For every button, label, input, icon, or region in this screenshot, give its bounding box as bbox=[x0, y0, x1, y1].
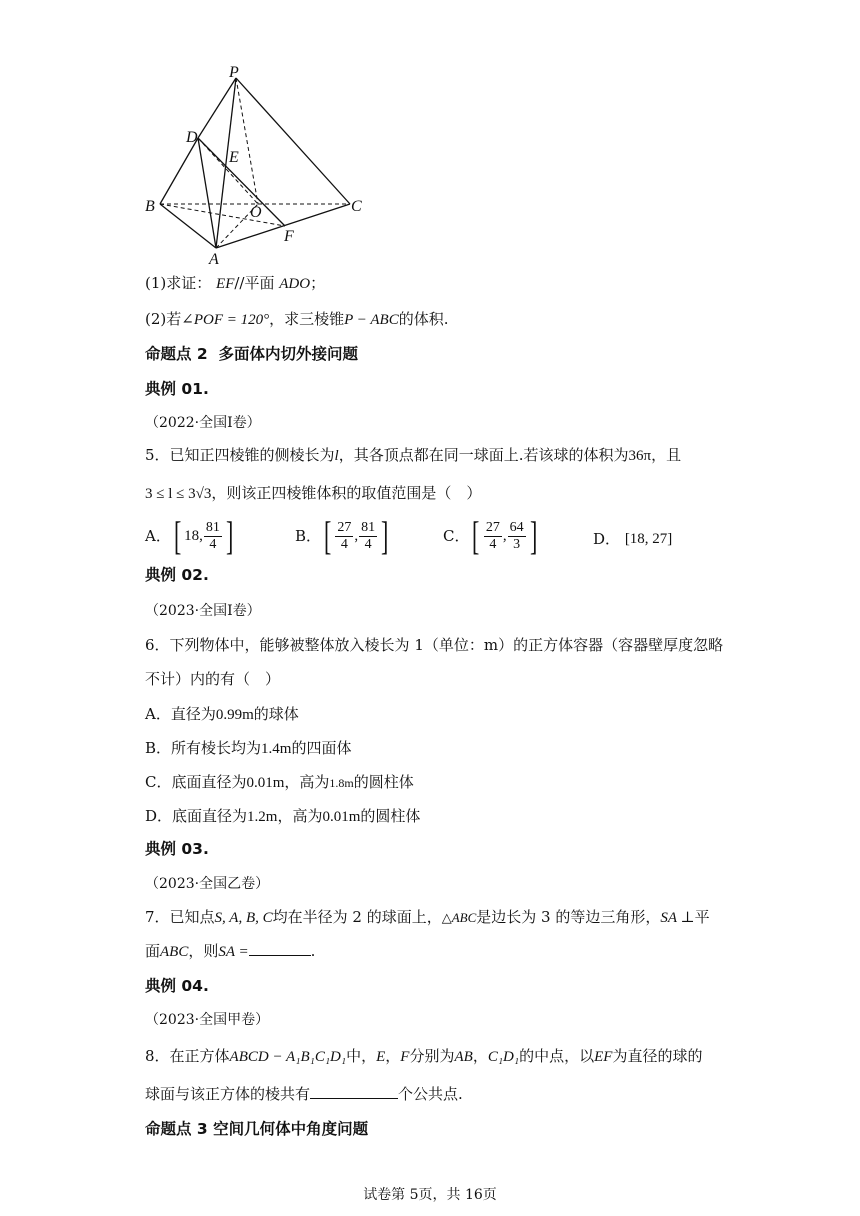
example-01-heading: 典例 01. bbox=[145, 380, 209, 398]
fraction: $\frac{64}{3}$ bbox=[509, 519, 524, 552]
q8-line1: 8．在正方体ABCD − A₁B₁C₁D₁中，E，F分别为AB，C₁D₁的中点，以EF为直径的球的 bbox=[145, 1047, 703, 1065]
fraction: $\frac{27}{4}$ bbox=[337, 519, 352, 552]
example-02-heading: 典例 02. bbox=[145, 566, 209, 584]
answer-blank[interactable] bbox=[310, 1084, 398, 1099]
q4-part2: (2)若∠POF = 120°，求三棱锥P − ABC的体积. bbox=[145, 310, 449, 328]
q5-option-b[interactable]: B． [ $\frac{27}{4}$ , $\frac{81}{4}$ ] bbox=[295, 513, 389, 558]
label-E: E bbox=[229, 149, 239, 166]
edge-AC bbox=[216, 204, 350, 248]
label-P: P bbox=[229, 64, 239, 81]
fraction: $\frac{27}{4}$ bbox=[485, 519, 500, 552]
q5-option-c[interactable]: C． [ $\frac{27}{4}$ , $\frac{64}{3}$ ] bbox=[443, 513, 537, 558]
edge-DB bbox=[160, 138, 198, 204]
q5-options bbox=[145, 513, 745, 562]
label-B: B bbox=[145, 198, 155, 215]
example-01-source: （2022·全国Ⅰ卷） bbox=[145, 415, 261, 431]
example-04-source: （2023·全国甲卷） bbox=[145, 1012, 270, 1028]
q6-option-c[interactable]: C．底面直径为0.01m，高为1.8m的圆柱体 bbox=[145, 773, 414, 791]
edge-PO-hidden bbox=[236, 78, 258, 204]
edge-PC bbox=[236, 78, 350, 204]
q6-line1: 6．下列物体中，能够被整体放入棱长为 1（单位：m）的正方体容器（容器壁厚度忽略 bbox=[145, 636, 724, 654]
q6-option-b[interactable]: B．所有棱长均为1.4m的四面体 bbox=[145, 739, 352, 757]
pyramid-figure bbox=[0, 0, 860, 270]
label-D: D bbox=[186, 129, 198, 146]
example-03-source: （2023·全国乙卷） bbox=[145, 876, 270, 892]
q6-line2: 不计）内的有（ ） bbox=[145, 670, 281, 688]
example-02-source: （2023·全国Ⅰ卷） bbox=[145, 603, 261, 619]
q6-option-d[interactable]: D．底面直径为1.2m，高为0.01m的圆柱体 bbox=[145, 807, 421, 825]
q8-line2: 球面与该正方体的棱共有 个公共点. bbox=[145, 1085, 463, 1103]
fraction: $\frac{81}{4}$ bbox=[361, 519, 376, 552]
q5-option-d[interactable]: D． [18, 27] bbox=[593, 530, 673, 548]
section-2-heading: 命题点 2 多面体内切外接问题 bbox=[145, 345, 358, 363]
example-03-heading: 典例 03. bbox=[145, 840, 209, 858]
q7-line1: 7．已知点S, A, B, C均在半径为 2 的球面上，△ABC是边长为 3 的等边三角形，SA ⊥平 bbox=[145, 908, 710, 926]
label-O: O bbox=[250, 204, 262, 221]
q7-line2: 面ABC，则SA = . bbox=[145, 942, 316, 960]
q5-line2: 3 ≤ l ≤ 3√3，则该正四棱锥体积的取值范围是（ ） bbox=[145, 484, 482, 502]
q5-option-a[interactable]: A． [ 18 , $\frac{81}{4}$ ] bbox=[145, 513, 234, 558]
example-04-heading: 典例 04. bbox=[145, 977, 209, 995]
q4-part1: (1)求证： EF//平面 ADO； bbox=[145, 274, 326, 292]
q6-option-a[interactable]: A．直径为0.99m的球体 bbox=[145, 705, 299, 723]
label-A: A bbox=[209, 251, 219, 268]
label-C: C bbox=[351, 198, 362, 215]
answer-blank[interactable] bbox=[249, 941, 311, 956]
q5-line1: 5．已知正四棱锥的侧棱长为l，其各顶点都在同一球面上.若该球的体积为36π，且 bbox=[145, 446, 682, 464]
section-3-heading: 命题点 3 空间几何体中角度问题 bbox=[145, 1120, 369, 1138]
edge-BA bbox=[160, 204, 216, 248]
label-F: F bbox=[284, 228, 294, 245]
fraction: $\frac{81}{4}$ bbox=[205, 519, 220, 552]
page-footer: 试卷第 5页，共 16页 bbox=[363, 1187, 497, 1203]
